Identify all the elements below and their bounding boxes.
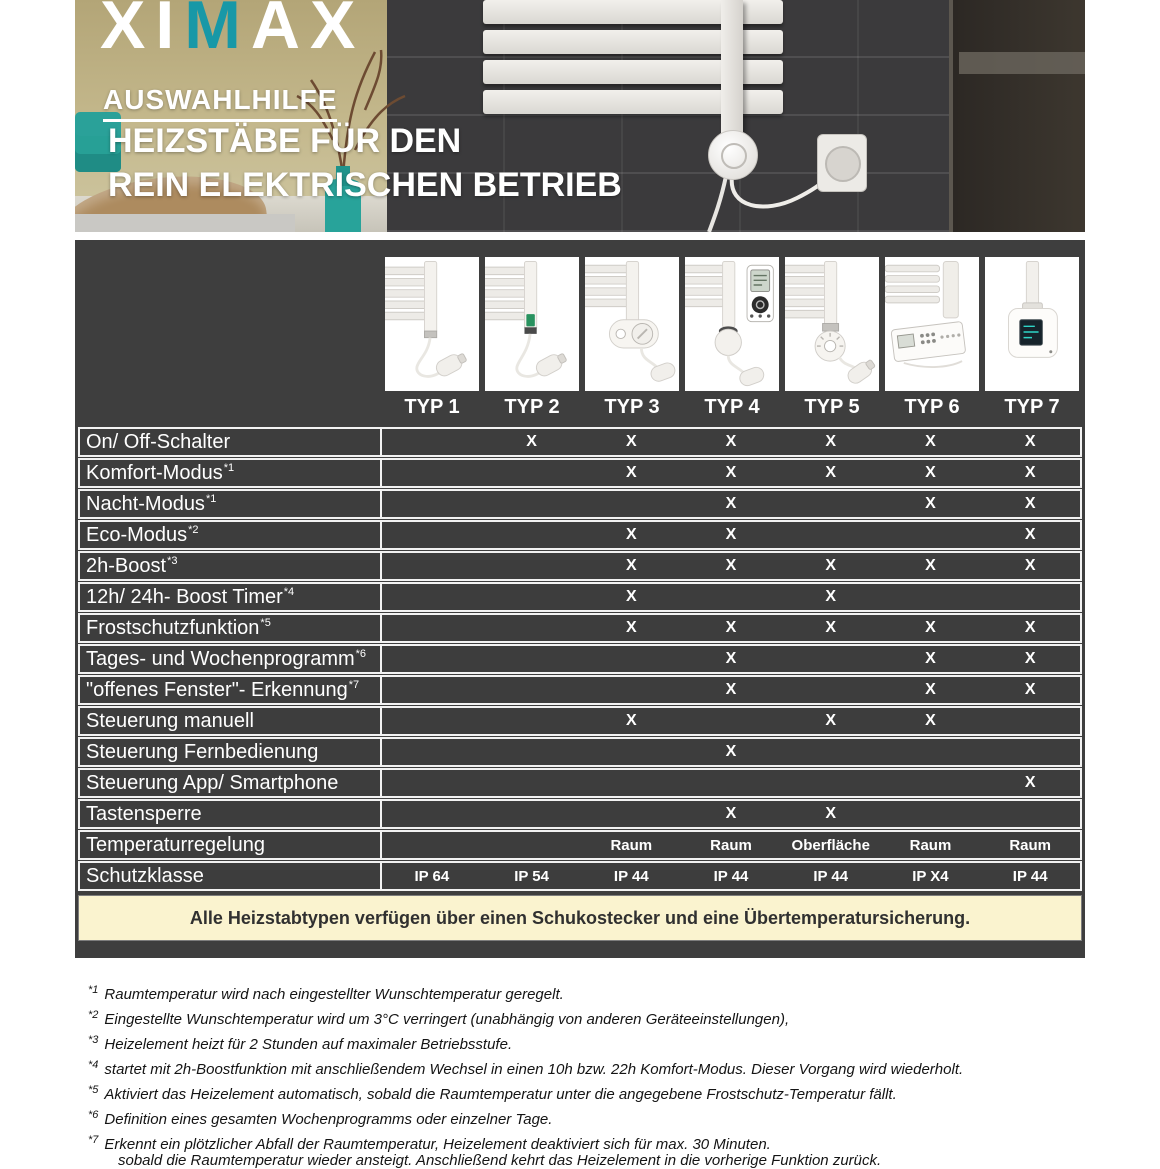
ximax-logo: XIMAX bbox=[100, 0, 365, 64]
wall-socket bbox=[817, 134, 867, 192]
feature-cell: X bbox=[625, 557, 637, 574]
feature-cell: X bbox=[925, 433, 936, 450]
feature-label: Eco-Modus $^{*2}$ bbox=[80, 522, 382, 548]
feature-cell: X bbox=[925, 557, 936, 574]
feature-cell: X bbox=[1024, 433, 1036, 450]
table-row bbox=[78, 644, 1082, 674]
feature-cell bbox=[382, 553, 482, 579]
feature-cell bbox=[482, 708, 582, 734]
feature-cell bbox=[980, 739, 1080, 765]
table-row bbox=[78, 489, 1082, 519]
feature-cell: X bbox=[825, 619, 837, 636]
feature-label: Nacht-Modus $^{*1}$ bbox=[80, 491, 382, 517]
feature-cell bbox=[681, 770, 781, 796]
feature-cell bbox=[980, 708, 1080, 734]
product-photo-typ5 bbox=[785, 257, 879, 391]
feature-cell bbox=[881, 801, 981, 827]
feature-cell bbox=[482, 770, 582, 796]
table-row bbox=[78, 861, 1082, 891]
feature-cell: X bbox=[825, 588, 837, 605]
hero-banner bbox=[75, 0, 1085, 232]
footnote-marker: *1 bbox=[88, 984, 99, 996]
hero-title-line1: HEIZSTÄBE FÜR DEN bbox=[108, 122, 462, 160]
feature-cell: X bbox=[625, 464, 637, 481]
feature-cell bbox=[382, 646, 482, 672]
feature-cell bbox=[581, 739, 681, 765]
feature-cell bbox=[881, 739, 981, 765]
footnote: $^{*4}$ startet mit 2h-Boostfunktion mit anschließendem Wechsel in einen 10h bzw. 22h Komfort-Modus. Dieser Vorgang wird wiederholt. bbox=[88, 1059, 964, 1078]
feature-cell bbox=[781, 646, 881, 672]
feature-label: Steuerung App/ Smartphone bbox=[80, 770, 382, 796]
footnote-marker: *6 bbox=[88, 1109, 99, 1121]
feature-cell: X bbox=[625, 619, 637, 636]
feature-cell: X bbox=[725, 805, 737, 822]
table-row bbox=[78, 706, 1082, 736]
feature-cell: X bbox=[825, 805, 837, 822]
feature-cell: X bbox=[725, 433, 737, 450]
feature-cell: X bbox=[625, 588, 637, 605]
feature-cell: X bbox=[725, 464, 737, 481]
feature-cell: X bbox=[1024, 557, 1036, 574]
feature-cell bbox=[581, 677, 681, 703]
feature-label: Tastensperre bbox=[80, 801, 382, 827]
feature-cell bbox=[382, 584, 482, 610]
feature-cell bbox=[681, 584, 781, 610]
feature-cell bbox=[581, 770, 681, 796]
feature-cell: X bbox=[925, 464, 936, 481]
footnote: $^{*5}$ Aktiviert das Heizelement automatisch, sobald die Raumtemperatur unter die angegebene Frostschutz-Temperatur fällt. bbox=[88, 1084, 897, 1103]
comparison-panel bbox=[75, 240, 1085, 958]
feature-cell bbox=[482, 646, 582, 672]
feature-cell bbox=[382, 460, 482, 486]
feature-cell: X bbox=[925, 495, 936, 512]
product-images-row bbox=[382, 257, 1082, 391]
footnotes bbox=[88, 978, 1098, 1153]
feature-cell bbox=[781, 739, 881, 765]
table-row bbox=[78, 458, 1082, 488]
footnote: $^{*1}$ Raumtemperatur wird nach eingestellter Wunschtemperatur geregelt. bbox=[88, 984, 564, 1003]
feature-label: Frostschutzfunktion $^{*5}$ bbox=[80, 615, 382, 641]
feature-cell bbox=[482, 553, 582, 579]
table-row bbox=[78, 613, 1082, 643]
product-photo-typ1 bbox=[385, 257, 479, 391]
feature-label: Tages- und Wochenprogramm $^{*6}$ bbox=[80, 646, 382, 672]
footnote: $^{*2}$ Eingestellte Wunschtemperatur wird um 3°C verringert (unabhängig von anderen Geräteeinstellungen), bbox=[88, 1009, 790, 1028]
feature-cell: X bbox=[1024, 650, 1036, 667]
feature-cell bbox=[980, 801, 1080, 827]
feature-label: "offenes Fenster"- Erkennung $^{*7}$ bbox=[80, 677, 382, 703]
feature-cell: IP 64 bbox=[414, 867, 450, 885]
feature-cell bbox=[382, 832, 482, 858]
feature-cell bbox=[581, 491, 681, 517]
table-row bbox=[78, 551, 1082, 581]
feature-cell bbox=[382, 677, 482, 703]
type-header: TYP 1 bbox=[404, 396, 460, 418]
feature-cell: X bbox=[825, 464, 837, 481]
feature-label: On/ Off-Schalter bbox=[80, 429, 382, 455]
feature-cell: X bbox=[625, 712, 637, 729]
feature-cell bbox=[581, 646, 681, 672]
feature-cell: X bbox=[825, 433, 837, 450]
feature-cell bbox=[482, 615, 582, 641]
feature-cell: X bbox=[825, 557, 837, 574]
feature-cell: Raum bbox=[1009, 836, 1052, 854]
feature-label: Komfort-Modus $^{*1}$ bbox=[80, 460, 382, 486]
feature-cell: X bbox=[725, 681, 737, 698]
feature-cell: Oberfläche bbox=[791, 836, 870, 854]
feature-cell: X bbox=[1024, 619, 1036, 636]
note-banner: Alle Heizstabtypen verfügen über einen Schukostecker und eine Übertemperatursicherung. bbox=[78, 895, 1082, 941]
table-row bbox=[78, 520, 1082, 550]
feature-cell: Raum bbox=[909, 836, 952, 854]
feature-cell: X bbox=[1024, 495, 1036, 512]
feature-cell bbox=[382, 491, 482, 517]
table-row bbox=[78, 427, 1082, 457]
footnote-marker: *5 bbox=[88, 1084, 99, 1096]
feature-cell: X bbox=[625, 526, 637, 543]
feature-cell bbox=[881, 584, 981, 610]
feature-cell: X bbox=[725, 526, 737, 543]
feature-cell: X bbox=[825, 712, 837, 729]
feature-cell: X bbox=[925, 681, 936, 698]
feature-cell bbox=[781, 522, 881, 548]
type-header: TYP 5 bbox=[804, 396, 860, 418]
type-header: TYP 7 bbox=[1004, 396, 1060, 418]
feature-cell bbox=[482, 832, 582, 858]
feature-label: 12h/ 24h- Boost Timer $^{*4}$ bbox=[80, 584, 382, 610]
feature-cell bbox=[382, 739, 482, 765]
feature-cell bbox=[482, 491, 582, 517]
hero-subtitle: AUSWAHLHILFE bbox=[103, 84, 337, 122]
footnote: $^{*6}$ Definition eines gesamten Wochenprogramms oder einzelner Tage. bbox=[88, 1109, 553, 1128]
feature-cell: IP X4 bbox=[912, 867, 949, 885]
type-header: TYP 6 bbox=[904, 396, 960, 418]
feature-cell: X bbox=[925, 650, 936, 667]
feature-cell: X bbox=[625, 433, 637, 450]
feature-cell: X bbox=[725, 619, 737, 636]
feature-cell: IP 44 bbox=[713, 867, 749, 885]
feature-cell: X bbox=[725, 743, 737, 760]
feature-cell: X bbox=[925, 619, 936, 636]
feature-cell bbox=[781, 677, 881, 703]
feature-cell bbox=[581, 801, 681, 827]
feature-cell bbox=[382, 770, 482, 796]
feature-cell bbox=[781, 770, 881, 796]
thermostat-knob bbox=[708, 130, 758, 180]
feature-cell bbox=[980, 584, 1080, 610]
table-row bbox=[78, 768, 1082, 798]
product-photo-typ2 bbox=[485, 257, 579, 391]
feature-cell: X bbox=[925, 712, 936, 729]
feature-cell bbox=[482, 739, 582, 765]
feature-label: 2h-Boost $^{*3}$ bbox=[80, 553, 382, 579]
feature-cell: X bbox=[725, 557, 737, 574]
hero-title-line2: REIN ELEKTRISCHEN BETRIEB bbox=[108, 166, 622, 204]
feature-cell: X bbox=[725, 495, 737, 512]
feature-cell bbox=[482, 460, 582, 486]
feature-cell: X bbox=[1024, 526, 1036, 543]
feature-cell bbox=[382, 429, 482, 455]
feature-cell bbox=[382, 708, 482, 734]
feature-cell: Raum bbox=[710, 836, 752, 854]
feature-cell bbox=[881, 770, 981, 796]
feature-label: Schutzklasse bbox=[80, 863, 382, 889]
footnote-clipped: sobald die Raumtemperatur wieder ansteigt. Anschließend kehrt das Heizelement in die vorherige Funktion zurück. bbox=[118, 1152, 882, 1169]
feature-cell: IP 44 bbox=[813, 867, 849, 885]
feature-cell: X bbox=[1024, 681, 1036, 698]
footnote-marker: *7 bbox=[88, 1134, 99, 1146]
product-photo-typ6 bbox=[885, 257, 979, 391]
feature-cell bbox=[382, 522, 482, 548]
feature-cell: X bbox=[526, 433, 537, 450]
feature-cell: X bbox=[1024, 774, 1036, 791]
feature-cell bbox=[482, 801, 582, 827]
type-header: TYP 2 bbox=[504, 396, 560, 418]
feature-cell: Raum bbox=[610, 836, 653, 854]
feature-cell bbox=[482, 584, 582, 610]
feature-cell bbox=[881, 522, 981, 548]
feature-cell: IP 44 bbox=[613, 867, 649, 885]
product-photo-typ7 bbox=[985, 257, 1079, 391]
type-header: TYP 3 bbox=[604, 396, 660, 418]
feature-cell: IP 54 bbox=[514, 867, 549, 885]
feature-cell bbox=[482, 677, 582, 703]
table-row bbox=[78, 830, 1082, 860]
type-header-row bbox=[382, 396, 1082, 419]
feature-label: Temperaturregelung bbox=[80, 832, 382, 858]
table-row bbox=[78, 799, 1082, 829]
feature-cell: X bbox=[1024, 464, 1036, 481]
footnote-marker: *4 bbox=[88, 1059, 99, 1071]
logo-m-teal: M bbox=[184, 0, 251, 63]
feature-cell bbox=[781, 491, 881, 517]
feature-table bbox=[78, 427, 1082, 892]
footnote: $^{*3}$ Heizelement heizt für 2 Stunden auf maximaler Betriebsstufe. bbox=[88, 1034, 513, 1053]
product-photo-typ3 bbox=[585, 257, 679, 391]
feature-label: Steuerung Fernbedienung bbox=[80, 739, 382, 765]
feature-cell: IP 44 bbox=[1012, 867, 1048, 885]
feature-label: Steuerung manuell bbox=[80, 708, 382, 734]
feature-cell bbox=[382, 801, 482, 827]
feature-cell: X bbox=[725, 650, 737, 667]
feature-cell bbox=[681, 708, 781, 734]
feature-cell bbox=[382, 615, 482, 641]
footnote-marker: *2 bbox=[88, 1009, 99, 1021]
product-photo-typ4 bbox=[685, 257, 779, 391]
table-row bbox=[78, 582, 1082, 612]
footnote: $^{*7}$ Erkennt ein plötzlicher Abfall der Raumtemperatur, Heizelement deaktiviert sich für max. 30 Minuten. bbox=[88, 1134, 771, 1153]
type-header: TYP 4 bbox=[704, 396, 760, 418]
feature-cell bbox=[482, 522, 582, 548]
footnote-marker: *3 bbox=[88, 1034, 99, 1046]
table-row bbox=[78, 737, 1082, 767]
table-row bbox=[78, 675, 1082, 705]
